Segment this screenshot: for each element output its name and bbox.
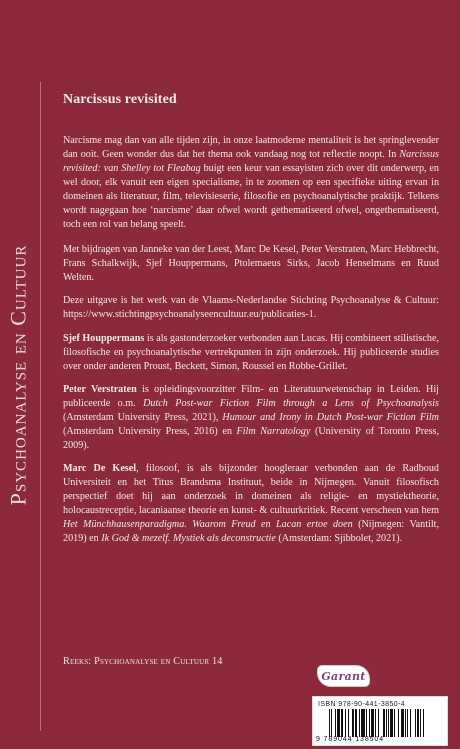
publisher-paragraph: Deze uitgave is het werk van de Vlaams-Nederlandse Stichting Psychoanalyse & Cultuur: https://www.stichtingpsychoanalyseencultuur.eu/publicaties-1. [63,295,439,321]
intro-text-part-a: Narcisme mag dan van alle tijden zijn, in onze laatmoderne mentaliteit is het springlevender dan ooit. Geen wonder dus dat het thema ook vandaag nog tot reflectie noopt. In [63,135,439,161]
bio-text-houppermans: is als gastonderzoeker verbonden aan Lucas. Hij combineert stilistische, filosofische en psychoanalytische vertrekpunten in zijn onderzoek. Hij publiceerde studies over onder anderen Proust, Beckett, Simon, Roussel en Robbe-Grillet. [63,332,439,372]
intro-book-title: Narcissus revisited: van Shelley tot Fleabag [63,149,439,175]
bio-text-verstraten-c: (Amsterdam University Press, 2021), [63,411,223,423]
bio-text-verstraten-a: is opleidingsvoorzitter Film- en Literatuurwetenschap in Leiden. Hij publiceerde o.m. [63,383,439,409]
bio-peter-verstraten [63,383,439,453]
barcode [329,709,441,737]
bio-name-verstraten: Peter Verstraten [63,383,137,395]
bio-name-de-kesel: Marc De Kesel [63,462,137,474]
contributors-paragraph: Met bijdragen van Janneke van der Leest, Marc De Kesel, Peter Verstraten, Marc Hebbrecht, Frans Schalkwijk, Sjef Houppermans, Ptolemaeus Sirks, Jacob Henselmans en Ruud Welten. [63,244,439,284]
back-cover-text [63,90,439,555]
spine-series-text: Psychoanalyse en Cultuur [5,244,31,505]
book-title: Narcissus revisited [63,92,177,107]
publisher-logo [317,665,370,687]
isbn-panel [312,696,448,746]
spine-series-title [0,0,38,749]
bio-text-de-kesel-e: (Amsterdam: Sjibbolet, 2021). [275,532,403,544]
spine-divider [40,82,41,731]
bio-marc-de-kesel [63,462,439,546]
isbn-label: ISBN 978-90-441-3850-4 [318,701,406,708]
barcode-gap [424,709,425,737]
series-label: Reeks: Psychoanalyse en Cultuur 14 [63,656,223,667]
bio-sjef-houppermans [63,332,439,374]
intro-text-part-c: buigt een keur van essayisten zich over dit onderwerp, en wel door, elk vanuit een eigen specialisme, in te zoomen op een specifieke uiting ervan in domeinen als literatuur, film, televisieserie, filosofie en psychoanalytische praktijk. Telkens wordt nagegaan hoe ‘narcisme’ daar ofwel wordt gethematiseerd ofwel, ongethematiseerd, toch een rol van belang speelt. [63,163,439,231]
bio-text-verstraten-g: (University of Toronto Press, 2009). [63,425,439,451]
barcode-digits: 9 789044 138504 [316,736,384,743]
bio-text-de-kesel-a: , filosoof, is als bijzonder hoogleraar verbonden aan de Radboud Universiteit en het Titus Brandsma Instituut, beide in Nijmegen. Vanuit filosofisch perspectief doet hij aan onderzoek in domeinen als religie- en mystiektheorie, holocaustreceptie, lacaniaanse theorie en kunst- & cultuurkritiek. Recent verscheen van hem [63,462,439,516]
bio-name-houppermans: Sjef Houppermans [63,332,145,344]
bio-book-verstraten-1: Dutch Post-war Fiction Film through a Lens of Psychoanalysis [143,397,439,409]
bio-book-verstraten-2: Humour and Irony in Dutch Post-war Fiction Film [222,411,439,423]
intro-paragraph [63,134,439,232]
bio-text-verstraten-e: (Amsterdam University Press, 2016) en [63,425,237,437]
bio-book-de-kesel-2: Ik God & mezelf. Mystiek als deconstructie [101,532,276,544]
publisher-logo-text: Garant [321,669,366,683]
bio-text-de-kesel-c: (Nijmegen: Vantilt, 2019) en [63,518,439,544]
bio-book-de-kesel-1: Het Münchhausenparadigma. Waarom Freud en Lacan ertoe doen [63,518,353,530]
bio-book-verstraten-3: Film Narratology [236,425,311,437]
